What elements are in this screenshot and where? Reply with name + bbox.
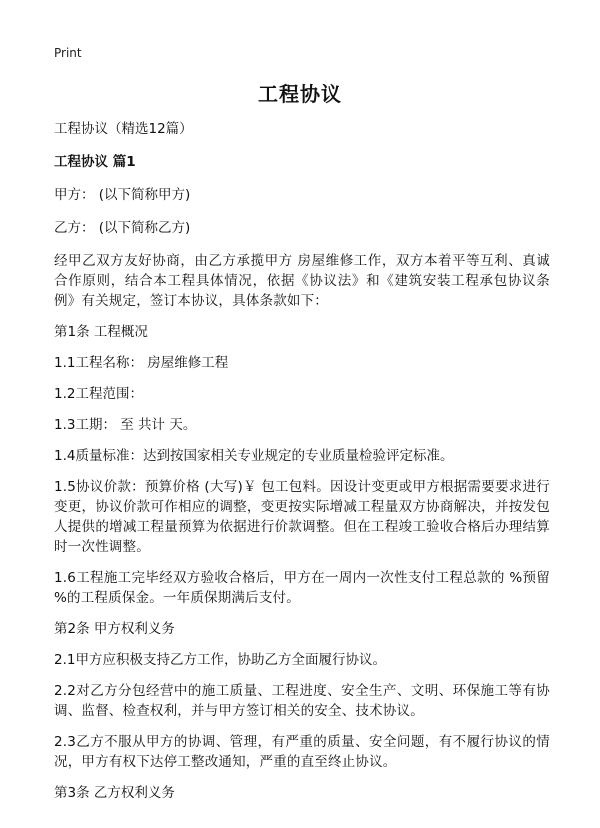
article-3-heading: 第3条 乙方权利义务 — [54, 785, 175, 801]
clause-2-2: 2.2对乙方分包经营中的施工质量、工程进度、安全生产、文明、环保施工等有协调、监督、检查权利，并与甲方签订相关的安全、技术协议。 — [54, 683, 550, 719]
section-heading: 工程协议 篇1 — [54, 154, 136, 170]
party-a-line: 甲方： (以下简称甲方) — [54, 187, 191, 203]
article-1-heading: 第1条 工程概况 — [54, 324, 148, 340]
intro-paragraph: 经甲乙双方友好协商，由乙方承揽甲方 房屋维修工作，双方本着平等互利、真诚合作原则，结合本工程具体情况，依据《协议法》和《建筑安装工程承包协议条例》有关规定，签订本协议，具体条款如下： — [54, 253, 550, 309]
clause-2-1: 2.1甲方应积极支持乙方工作，协助乙方全面履行协议。 — [54, 652, 386, 668]
clause-1-2: 1.2工程范围： — [54, 386, 143, 402]
clause-1-1: 1.1工程名称： 房屋维修工程 — [54, 355, 229, 371]
print-link[interactable]: Print — [54, 46, 82, 60]
clause-1-6: 1.6工程施工完毕经双方验收合格后，甲方在一周内一次性支付工程总款的 %预留 %的工程质保金。一年质保期满后支付。 — [54, 570, 550, 606]
clause-1-3: 1.3工期： 至 共计 天。 — [54, 417, 197, 433]
clause-2-3: 2.3乙方不服从甲方的协调、管理，有严重的质量、安全问题，有不履行协议的情况，甲方有权下达停工整改通知，严重的直至终止协议。 — [54, 734, 550, 770]
clause-1-4: 1.4质量标准：达到按国家相关专业规定的专业质量检验评定标准。 — [54, 448, 454, 464]
document-content — [54, 119, 550, 814]
document-subtitle: 工程协议（精选12篇） — [54, 121, 193, 137]
clause-1-5: 1.5协议价款：预算价格 (大写)￥ 包工包料。因设计变更或甲方根据需要要求进行变更，协议价款可作相应的调整，变更按实际增减工程量双方协商解决，并按发包人提供的增减工程量预算为依据进行价款调整。但在工程竣工验收合格后办理结算时一次性调整。 — [54, 479, 550, 555]
document-title: 工程协议 — [258, 82, 342, 106]
party-b-line: 乙方： (以下简称乙方) — [54, 220, 191, 236]
article-2-heading: 第2条 甲方权利义务 — [54, 621, 175, 637]
